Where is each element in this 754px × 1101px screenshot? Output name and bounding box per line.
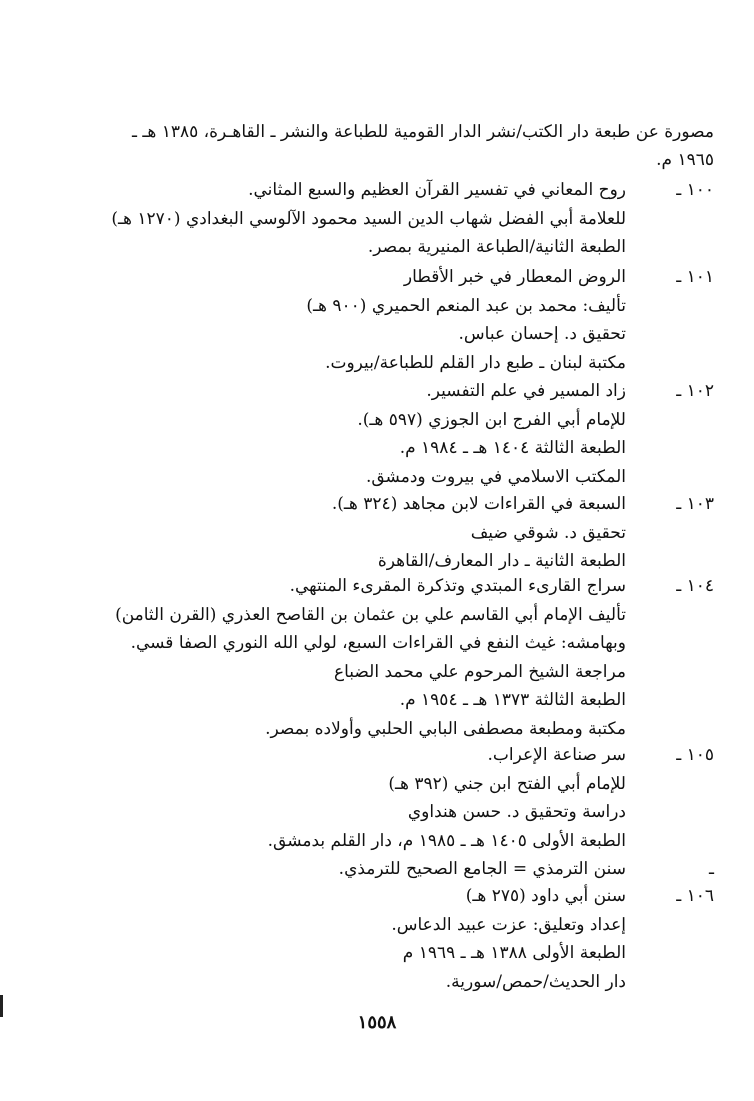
entry-number: ـ <box>709 859 714 879</box>
entry-line: مراجعة الشيخ المرحوم علي محمد الضباع <box>333 661 626 682</box>
entry-number: ١٠٢ ـ <box>676 381 714 401</box>
entry-line: وبهامشه: غيث النفع في القراءات السبع، لولي الله النوري الصفا قسي. <box>130 633 626 653</box>
entry-line: تأليف: محمد بن عبد المنعم الحميري (٩٠٠ هـ) <box>306 295 626 316</box>
entry-line: الطبعة الأولى ١٣٨٨ هـ ـ ١٩٦٩ م <box>402 943 626 963</box>
entry-number: ١٠١ ـ <box>676 267 714 287</box>
entry-number: ١٠٦ ـ <box>676 886 714 906</box>
cross-reference-entry <box>114 855 714 884</box>
entry-line: تأليف الإمام أبي القاسم علي بن عثمان بن القاصح العذري (القرن الثامن) <box>115 604 626 625</box>
entry-line: دراسة وتحقيق د. حسن هنداوي <box>407 802 626 822</box>
entry-number: ١٠٤ ـ <box>676 576 714 596</box>
entry-line: الطبعة الثانية ـ دار المعارف/القاهرة <box>377 551 626 571</box>
entry-line: مكتبة ومطبعة مصطفى البابي الحلبي وأولاده بمصر. <box>265 718 626 739</box>
entry-line: الطبعة الأولى ١٤٠٥ هـ ـ ١٩٨٥ م، دار القلم بدمشق. <box>267 830 626 851</box>
entry-title: الروض المعطار في خبر الأقطار <box>403 267 626 287</box>
bibliography-entry <box>114 882 714 996</box>
bibliography-entry <box>114 377 714 491</box>
bibliography-entry <box>114 741 714 855</box>
intro-paragraph <box>124 118 714 174</box>
intro-line: مصورة عن طبعة دار الكتب/نشر الدار القومية للطباعة والنشر ـ القاهـرة، ١٣٨٥ هـ ـ <box>131 122 714 142</box>
entry-number: ١٠٠ ـ <box>676 180 714 200</box>
bibliography-entry <box>111 176 714 262</box>
entry-line: إعداد وتعليق: عزت عبيد الدعاس. <box>391 914 626 935</box>
entry-line: للإمام أبي الفتح ابن جني (٣٩٢ هـ) <box>388 773 626 794</box>
scan-edge-mark <box>0 995 3 1017</box>
entry-title: زاد المسير في علم التفسير. <box>426 381 626 401</box>
page-number: ١٥٥٨ <box>357 1012 397 1033</box>
entry-number: ١٠٣ ـ <box>676 494 714 514</box>
entry-line: تحقيق د. إحسان عباس. <box>458 324 626 344</box>
bibliography-entry <box>114 490 714 576</box>
bibliography-entry <box>114 572 714 743</box>
entry-line: مكتبة لبنان ـ طبع دار القلم للطباعة/بيروت. <box>325 352 626 373</box>
entry-line: تحقيق د. شوقي ضيف <box>470 522 626 543</box>
entry-line: الطبعة الثالثة ١٤٠٤ هـ ـ ١٩٨٤ م. <box>399 438 626 458</box>
entry-line: الطبعة الثانية/الطباعة المنيرية بمصر. <box>367 237 626 257</box>
entry-line: الطبعة الثالثة ١٣٧٣ هـ ـ ١٩٥٤ م. <box>399 690 626 710</box>
entry-line: دار الحديث/حمص/سورية. <box>445 971 626 992</box>
entry-title: سراج القارىء المبتدي وتذكرة المقرىء المنتهي. <box>289 576 626 596</box>
entry-title: روح المعاني في تفسير القرآن العظيم والسبع المثاني. <box>248 180 626 200</box>
entry-line: المكتب الاسلامي في بيروت ودمشق. <box>365 466 626 487</box>
intro-line: ١٩٦٥ م. <box>656 150 714 170</box>
entry-line: للعلامة أبي الفضل شهاب الدين السيد محمود الآلوسي البغدادي (١٢٧٠ هـ) <box>111 208 626 229</box>
bibliography-entry <box>114 263 714 377</box>
entry-line: للإمام أبي الفرج ابن الجوزي (٥٩٧ هـ). <box>357 409 626 430</box>
entry-title: السبعة في القراءات لابن مجاهد (٣٢٤ هـ). <box>331 494 626 514</box>
entry-title: سنن أبي داود (٢٧٥ هـ) <box>465 886 626 906</box>
entry-title: سر صناعة الإعراب. <box>487 745 626 765</box>
entry-title: سنن الترمذي = الجامع الصحيح للترمذي. <box>338 859 626 879</box>
entry-number: ١٠٥ ـ <box>676 745 714 765</box>
